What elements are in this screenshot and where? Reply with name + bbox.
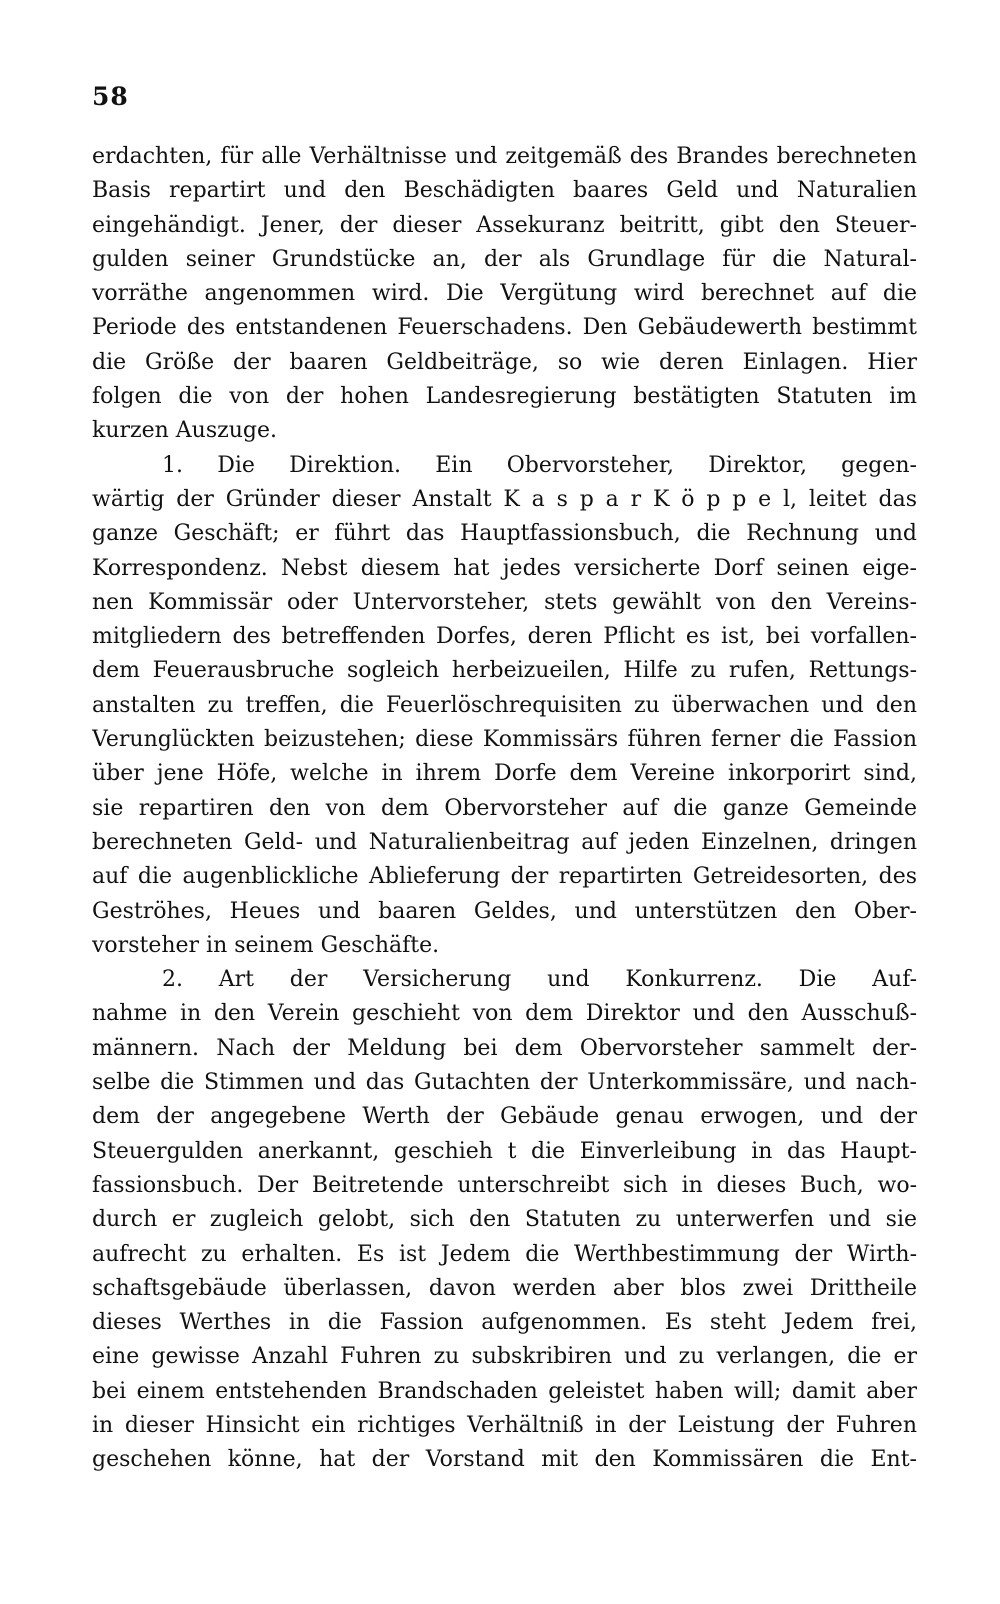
text-line: die Größe der baaren Geldbeiträge, so wie deren Einlagen. Hier [92,349,917,375]
text-line: ganze Geschäft; er führt das Hauptfassionsbuch, die Rechnung und [92,521,917,547]
text-line: berechneten Geld- und Naturalienbeitrag auf jeden Einzelnen, dringen [92,829,917,855]
text-line: wärtig der Gründer dieser Anstalt K a s p a r K ö p p e l, leitet das [92,486,917,512]
text-line: aufrecht zu erhalten. Es ist Jedem die Werthbestimmung der Wirth- [92,1241,917,1267]
text-line: sie repartiren den von dem Obervorsteher auf die ganze Gemeinde [92,795,917,821]
text-line: männern. Nach der Meldung bei dem Obervorsteher sammelt der- [92,1035,917,1061]
text-line: vorsteher in seinem Geschäfte. [92,932,440,958]
text-line: nen Kommissär oder Untervorsteher, stets gewählt von den Vereins- [92,589,917,615]
text-line: folgen die von der hohen Landesregierung bestätigten Statuten im [92,384,917,410]
text-line: Korrespondenz. Nebst diesem hat jedes versicherte Dorf seinen eige- [92,555,917,581]
text-line: in dieser Hinsicht ein richtiges Verhältniß in der Leistung der Fuhren [92,1412,917,1438]
text-line: anstalten zu treffen, die Feuerlöschrequisiten zu überwachen und den [92,692,917,718]
text-line: selbe die Stimmen und das Gutachten der Unterkommissäre, und nach- [92,1070,917,1096]
text-line: fassionsbuch. Der Beitretende unterschreibt sich in dieses Buch, wo- [92,1172,917,1198]
text-line: nahme in den Verein geschieht von dem Direktor und den Ausschuß- [92,1001,917,1027]
section-heading-line: 2. Art der Versicherung und Konkurrenz. Die Auf- [162,967,917,993]
text-line: eingehändigt. Jener, der dieser Assekuranz beitritt, gibt den Steuer- [92,212,917,238]
text-line: dem der angegebene Werth der Gebäude genau erwogen, und der [92,1104,917,1130]
text-line: dem Feuerausbruche sogleich herbeizueilen, Hilfe zu rufen, Rettungs- [92,658,917,684]
body-text [92,140,917,1478]
text-line: Periode des entstandenen Feuerschadens. Den Gebäudewerth bestimmt [92,315,917,341]
text-line: auf die augenblickliche Ablieferung der repartirten Getreidesorten, des [92,864,917,890]
text-line: Verunglückten beizustehen; diese Kommissärs führen ferner die Fassion [92,727,917,753]
text-line: Steuergulden anerkannt, geschieh t die Einverleibung in das Haupt- [92,1138,917,1164]
text-line: geschehen könne, hat der Vorstand mit den Kommissären die Ent- [92,1447,917,1473]
text-line: gulden seiner Grundstücke an, der als Grundlage für die Natural- [92,246,917,272]
text-line: kurzen Auszuge. [92,418,277,444]
text-line: mitgliedern des betreffenden Dorfes, deren Pflicht es ist, bei vorfallen- [92,624,917,650]
section-heading-line: 1. Die Direktion. Ein Obervorsteher, Direktor, gegen- [162,452,917,478]
text-line: schaftsgebäude überlassen, davon werden aber blos zwei Drittheile [92,1275,917,1301]
text-line: bei einem entstehenden Brandschaden geleistet haben will; damit aber [92,1378,917,1404]
text-line: eine gewisse Anzahl Fuhren zu subskribiren und zu verlangen, die er [92,1344,917,1370]
text-line: Geströhes, Heues und baaren Geldes, und unterstützen den Ober- [92,898,917,924]
text-line: über jene Höfe, welche in ihrem Dorfe dem Vereine inkorporirt sind, [92,761,917,787]
text-line: vorräthe angenommen wird. Die Vergütung wird berechnet auf die [92,281,917,307]
text-line: Basis repartirt und den Beschädigten baares Geld und Naturalien [92,178,917,204]
text-line: dieses Werthes in die Fassion aufgenommen. Es steht Jedem frei, [92,1310,917,1336]
text-line: erdachten, für alle Verhältnisse und zeitgemäß des Brandes berechneten [92,144,917,169]
page-number: 58 [92,82,129,111]
text-line: durch er zugleich gelobt, sich den Statuten zu unterwerfen und sie [92,1207,917,1233]
